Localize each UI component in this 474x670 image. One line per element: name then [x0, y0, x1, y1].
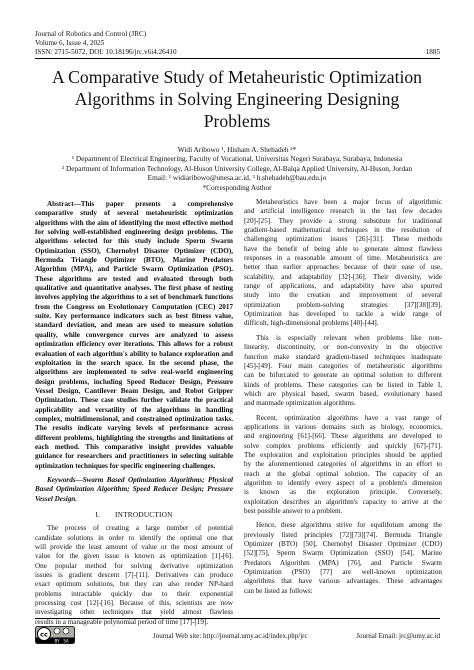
- title-line: Algorithms in Solving Engineering Designing: [74, 89, 400, 109]
- affiliation-2: ² Department of Information Technology, Al-Huson University College, Al-Balqa Applied University, Al-Huson, Jordan: [62, 163, 412, 173]
- text-line: optimization efficiency over iterations. This allows for a robust: [35, 340, 233, 349]
- text-line: value for the given issue is known as optimization [1]-[6].: [35, 552, 233, 561]
- text-line: Bermuda Triangle Optimizer (BTO), Marine Predators: [35, 256, 233, 265]
- text-line: Metaheuristics have been a major focus of algorithmic: [256, 198, 442, 206]
- author-emails: Email: ¹ widiaribowo@unesa.ac.id, ² h.shehadeh@bau.edu.jo: [147, 173, 327, 183]
- text-line: involves applying the algorithms to a set of benchmark functions: [35, 293, 233, 302]
- affiliation-1: ¹ Department of Electrical Engineering, Faculty of Vocational, Universitas Negeri Surabaya, Surabaya, Indonesia: [71, 154, 403, 164]
- text-line: candidate solutions in order to identify the optimal one that: [35, 533, 233, 542]
- text-line: issues is gradient descent [7]-[11]. Derivatives can produce: [35, 571, 233, 580]
- paragraph: [244, 521, 442, 596]
- text-line: study into the creation and improvement of several: [244, 291, 442, 300]
- text-line: Optimization. These case studies further validate the practical: [35, 396, 233, 405]
- text-line: comparative study of several metaheuristic optimization: [35, 209, 233, 218]
- text-line: optimization techniques for specific engineering challenges.: [35, 461, 216, 470]
- text-line: algorithms are implemented to solve real-world engineering: [35, 368, 233, 377]
- text-line: exploitation describes an algorithm's capacity to arrive at the: [244, 497, 442, 506]
- text-line: different problems, highlighting the strengths and limitations of: [35, 433, 233, 442]
- text-line: Optimization (SSO), Chernobyl Disaster Optimizer (CDO),: [35, 246, 233, 255]
- text-line: for solving well-established engineering design problems. The: [35, 228, 233, 237]
- journal-email[interactable]: Journal Email: jrc@umy.ac.id: [356, 632, 440, 640]
- text-line: algorithms with the aim of identifying the most effective method: [35, 218, 233, 227]
- page-number: 1885: [425, 48, 440, 57]
- text-line: [52][75], Sperm Swarm Optimization (SSO) [54], Marine: [244, 549, 442, 558]
- text-line: The process of creating a large number of potential: [47, 524, 233, 533]
- text-line: responses in a reasonable amount of time. Metaheuristics are: [244, 254, 442, 263]
- text-line: Hence, these algorithms strive for equilibrium among the: [256, 521, 442, 530]
- text-line: guidance for researchers and practitioners in selecting suitable: [35, 452, 233, 461]
- text-line: problems intractable quickly due to their exponential: [35, 589, 233, 598]
- text-line: Vessel Design, Cantilever Beam Design, and Robot Gripper: [35, 386, 233, 395]
- text-line: Vessel Design.: [35, 494, 78, 503]
- paragraph: [244, 334, 442, 409]
- journal-volume: Volume 6, Issue 4, 2025: [35, 39, 105, 48]
- text-line: quality, while convergence curves are analyzed to assess: [35, 330, 233, 339]
- title-line: A Comparative Study of Metaheuristic Optimization: [52, 67, 422, 87]
- text-line: [45]-[49]. Four main categories of metaheuristic algorithms: [244, 361, 442, 370]
- text-line: Predators Algorithm (MPA) [76], and Particle Swarm: [244, 558, 442, 567]
- paragraph: [244, 198, 442, 329]
- text-line: each method. This comparative insight provides valuable: [35, 442, 233, 451]
- text-line: range of applications, and adaptability have also spurred: [244, 282, 442, 291]
- cc-by-sa-license-icon: [35, 626, 75, 644]
- text-line: and artificial intelligence research in the last few decades: [244, 207, 442, 216]
- paper-title: [28, 66, 446, 132]
- text-line: better than earlier approaches because of their ease of use,: [244, 263, 442, 272]
- text-line: Keywords—Swarm Based Optimization Algorithms; Physical: [47, 475, 233, 484]
- author-names: Widi Aribowo ¹, Hisham A. Shehadeh ²*: [177, 145, 297, 154]
- text-line: design problems, including Speed Reducer Design, Pressure: [35, 377, 233, 386]
- text-line: exploitation in the search space. In the second phase, the: [35, 358, 233, 367]
- text-line: is known as the exploration principle. Conversely,: [244, 488, 442, 497]
- text-line: complex, multidimensional, and constrained optimization tasks.: [35, 414, 233, 423]
- text-line: best possible answer to a problem.: [244, 507, 343, 515]
- paragraph: [244, 414, 442, 517]
- text-line: algorithms that have various advantages. These advantages: [244, 577, 442, 586]
- footer-divider: [35, 618, 440, 619]
- text-line: applicability and versatility of the algorithms in handling: [35, 405, 233, 414]
- text-line: exact optimum solutions, but they can also render NP-hard: [35, 580, 233, 589]
- text-line: linearity, discontinuity, or non-convexity in the objective: [244, 343, 442, 352]
- abstract: [35, 200, 233, 471]
- text-line: and manmade optimization algorithms.: [244, 399, 356, 408]
- journal-header: [35, 30, 440, 58]
- text-line: previously listed principles [72][73][74]. Bermuda Triangle: [244, 530, 442, 539]
- text-line: Based Optimization Algorithm; Speed Reducer Design; Pressure: [35, 485, 233, 494]
- text-line: by the aforementioned categories of algorithms in an effort to: [244, 460, 442, 469]
- journal-website[interactable]: Journal Web site: http://journal.umy.ac.id/index.php/jrc: [153, 632, 308, 640]
- header-divider: [35, 58, 440, 59]
- text-line: difficult, high-dimensional problems [40]-[44].: [244, 319, 379, 328]
- journal-name: Journal of Robotics and Control (JRC): [35, 30, 147, 38]
- text-line: kinds of problems. These categories can be listed in Table I,: [244, 380, 442, 389]
- keywords: [35, 476, 233, 504]
- text-line: Algorithm (MPA), and Particle Swarm Optimization (PSO).: [35, 265, 233, 274]
- svg-text:cc: cc: [40, 630, 48, 639]
- svg-text:SA: SA: [63, 638, 69, 644]
- text-line: challenging optimization issues [26]-[31]. These methods: [244, 235, 442, 244]
- text-line: These algorithms are tested and evaluated through both: [35, 274, 233, 283]
- text-line: The results indicate varying levels of performance across: [35, 424, 233, 433]
- introduction-text: [35, 524, 233, 627]
- text-line: gradient-based mathematical techniques in the resolution of: [244, 226, 442, 235]
- text-line: function make standard gradient-based techniques inadequate: [244, 352, 442, 361]
- journal-issn-doi: ISSN: 2715-5072, DOI: 10.18196/jrc.v6i4.26410: [35, 48, 177, 57]
- corresponding-author: *Corresponding Author: [202, 182, 272, 192]
- text-line: scalability, and adaptability [32]-[36]. Their diversity, wide: [244, 272, 442, 281]
- text-line: One popular method for solving derivative optimization: [35, 561, 233, 570]
- page-footer: [35, 626, 440, 646]
- text-line: optimization problem-solving strategies [37][38][39].: [244, 300, 442, 309]
- title-line: Problems: [203, 111, 271, 131]
- text-line: applications in various domains such as biology, economics,: [244, 422, 442, 431]
- text-line: qualitative and quantitative analyses. The first phase of testing: [35, 284, 233, 293]
- text-line: from the Congress on Evolutionary Computation (CEC) 2017: [35, 302, 233, 311]
- author-block: [30, 145, 444, 192]
- text-line: and engineering [61]-[66]. These algorithms are developed to: [244, 432, 442, 441]
- text-line: can be bifurcated to generate an optimal solution to different: [244, 371, 442, 380]
- text-line: solve complex problems efficiently and quickly [67]-[71].: [244, 441, 442, 450]
- left-column: [35, 200, 233, 627]
- text-line: which are physical based, swarm based, evolutionary based: [244, 389, 442, 398]
- text-line: Recent, optimization algorithms have a vast range of: [256, 413, 442, 422]
- text-line: The exploration and exploitation principles should be applied: [244, 450, 442, 459]
- text-line: processing cost [12]-[16]. Because of this, scientists are now: [35, 599, 233, 608]
- text-line: Optimization (PSO) [77] are well-known optimization: [244, 568, 442, 577]
- text-line: suite. Key performance indicators such as best fitness value,: [35, 312, 233, 321]
- text-line: Optimization has developed to tackle a wide range of: [244, 310, 442, 319]
- text-line: can be listed as follows:: [244, 586, 313, 595]
- section-heading-introduction: I. INTRODUCTION: [95, 510, 173, 519]
- text-line: reach at the global optimal solution. The capacity of an: [244, 469, 442, 478]
- right-column: [244, 198, 442, 596]
- text-line: will provide the least amount of value or the most amount of: [35, 543, 233, 552]
- text-line: have the benefit of being able to generate almost flawless: [244, 244, 442, 253]
- text-line: [20]-[25]. They provide a strong substitute for traditional: [244, 216, 442, 225]
- text-line: investigating other techniques that yield almost flawless: [35, 608, 233, 617]
- text-line: This is especially relevant when problems like non-: [256, 333, 442, 342]
- text-line: algorithms selected for this study include Sperm Swarm: [35, 237, 233, 246]
- text-line: Optimizer (BTO) [50], Chernobyl Disaster Optimizer (CDO): [244, 540, 442, 549]
- text-line: evaluation of each algorithm's ability to balance exploration and: [35, 349, 233, 358]
- text-line: results in a manageable polynomial period of time [17]-[19].: [35, 617, 209, 626]
- svg-text:BY: BY: [54, 638, 60, 644]
- text-line: Abstract—This paper presents a comprehensive: [47, 200, 233, 208]
- text-line: algorithm to identify every aspect of a problem's dimension: [244, 478, 442, 487]
- text-line: standard deviation, and mean are used to measure solution: [35, 321, 233, 330]
